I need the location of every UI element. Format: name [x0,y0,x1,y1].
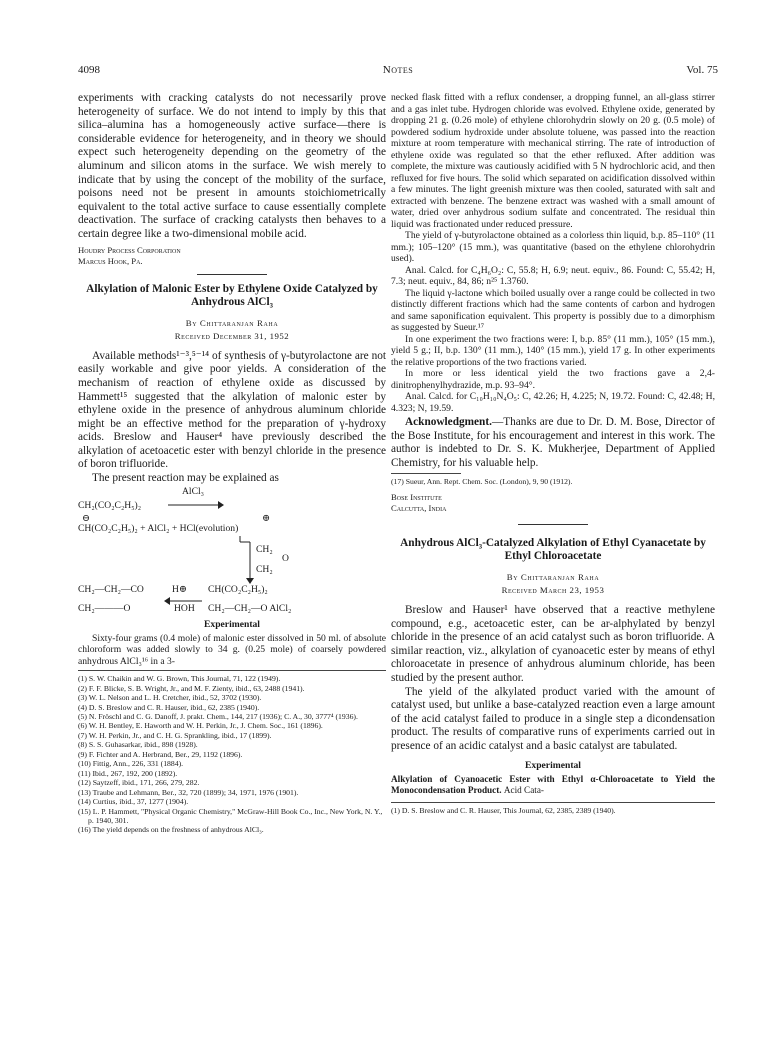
experimental-text-start: Acid Cata- [503,784,544,795]
product-left-top: CH₂—CH₂—CO [78,583,144,595]
left-column [78,92,386,835]
footnote-17 [391,477,715,486]
footnote: (7) W. H. Perkin, Jr., and C. H. G. Sprankling, ibid., 17 (1899). [78,730,272,740]
footnote: (11) Ibid., 267, 192, 200 (1892). [78,768,178,778]
oxide-oxygen: O [282,552,289,564]
experimental-paragraph: Sixty-four grams (0.4 mole) of malonic ester dissolved in 50 ml. of absolute chloroform was added slowly to 34 g. (0.25 mole) of coarsely powdered anhydrous AlCl₃¹⁶ in a 3- [78,632,386,667]
scheme-reactant: CH₂(CO₂C₂H₅)₂ [78,499,142,511]
scheme-intro: The present reaction may be explained as [92,472,279,485]
running-header [78,64,718,78]
forward-arrow [168,500,224,510]
scheme-catalyst: AlCl₃ [182,485,205,497]
analysis-paragraph-2: Anal. Calcd. for C₁₀H₁₀N₄O₅: C, 42.26; H, 4.225; N, 19.72. Found: C, 42.48; H, 4.323; N, 19.59. [391,391,715,414]
footnote: (13) Traube and Lehmann, Ber., 32, 720 (1899); 34, 1971, 1976 (1901). [78,787,299,797]
scheme-plus-sign: ⊕ [262,512,271,524]
hydrazide-paragraph: In more or less identical yield the two fractions gave a 2,4-dinitrophenylhydrazide, m.p. 93–94°. [391,368,715,391]
footnote-rule [391,473,461,474]
footnote: (15) L. P. Hammett, "Physical Organic Chemistry," McGraw-Hill Book Co., Inc., New York, N. Y., p. 1940, 301. [78,806,383,825]
footnote: (14) Curtius, ibid., 37, 1277 (1904). [78,797,189,807]
section-divider [518,524,588,525]
article-title: Alkylation of Malonic Ester by Ethylene Oxide Catalyzed by Anhydrous AlCl₃ [86,282,378,309]
footnote: (6) W. H. Bentley, E. Haworth and W. H. Perkin, Jr., J. Chem. Soc., 161 (1896). [78,721,323,731]
footnote: (1) D. S. Breslow and C. R. Hauser, This Journal, 62, 2385, 2389 (1940). [391,806,616,816]
footnotes [78,674,386,835]
footnote: (8) S. S. Guhasarkar, ibid., 898 (1928). [78,740,198,750]
analysis-paragraph-1: Anal. Calcd. for C₄H₆O₂: C, 55.8; H, 6.9; neut. equiv., 86. Found: C, 55.42; H, 7.3; neut. equiv., 84, 86; n²⁵ 1.3760. [391,264,715,287]
experimental-continued: necked flask fitted with a reflux condenser, a dropping funnel, an all-glass stirrer and a gas inlet tube. Hydrogen chloride was evolved. Ethylene oxide, generated by dropping 21 g. (0.26 mole) of ethylene chlorohydrin slowly on 20 g. (0.5 mole) of powdered sodium hydroxide under absolute toluene, was passed into the reaction mixture at room temperature with mechanical stirring. The rate of introduction of ethylene oxide was regulated so that the ether refluxed. After addition was complete, the mixture was cautiously acidified with 5 N hydrochloric acid, and then refluxed for five hours. The solid which separated on acidification dissolved within a few minutes. The light greenish mixture was then cooled, saturated with salt and extracted with benzene. The benzene extract was washed with a small amount of water, dried over anhydrous sodium sulfate and concentrated. The residual thin liquid was fractionated under reduced pressure. [391,92,715,230]
footnote: (9) F. Fichter and A. Herbrand, Ber., 29, 1192 (1896). [78,749,243,759]
affiliation-line-1: Houdry Process Corporation [78,244,181,255]
continued-paragraph: experiments with cracking catalysts do not necessarily prove heterogeneity of surface. We do not intend to imply by this that silica–alumina has a homogeneously active surface—there is considerable evidence for heterogeneity, and in theory we should expect such heterogeneity depending on the geometry of the aluminum and silicon atoms in the surface. We wish merely to indicate that by using the concept of the mobility of the surface, poisons need not be present in amounts stoichiometrically equivalent to the total active surface to cause essentially complete deactivation. The surface of cracking catalysts then behaves to a certain degree like a two-dimensional mobile acid. [78,92,386,240]
acknowledgment-heading: Acknowledgment. [405,416,492,428]
footnote: (16) The yield depends on the freshness of anhydrous AlCl₃. [78,825,264,835]
product-right-bottom: CH₂—CH₂—O AlCl₂ [208,602,292,614]
footnote-1 [391,806,715,815]
experimental-heading: Experimental [204,618,260,630]
author-byline: By Chittaranjan Raha [506,572,600,583]
footnote: (4) D. S. Breslow and C. R. Hauser, ibid., 62, 2385 (1940). [78,702,260,712]
footnote: (17) Sueur, Ann. Rept. Chem. Soc. (London), 9, 90 (1912). [391,477,573,487]
scheme-h-plus: H⊕ [172,583,187,595]
affiliation-line-2: Calcutta, India [391,502,447,513]
footnote: (10) Fittig, Ann., 226, 331 (1884). [78,759,184,769]
oxide-ch2-top: CH₂ [256,543,273,555]
page-number: 4098 [78,64,100,76]
oxide-ch2-bottom: CH₂ [256,563,273,575]
experimental-heading: Experimental [525,759,581,771]
intro-paragraph: Available methods¹⁻³,⁵⁻¹⁴ of synthesis of γ-butyrolactone are not easily workable and give poor yields. A consideration of the mechanism of reaction of ethylene oxide as discussed by Hammett¹⁵ suggested that the alkylation of malonic ester by ethylene oxide in the presence of anhydrous aluminum chloride might be an effective method for the preparation of γ-hydroxy acids. Breslow and Hauser⁴ have previously described the alkylation of acetoacetic ester with benzyl chloride in the presence of boron trifluoride. [78,349,386,471]
footnote: (2) F. F. Blicke, S. B. Wright, Jr., and M. F. Zienty, ibid., 63, 2488 (1941). [78,683,305,693]
received-date: Received March 23, 1953 [501,585,605,596]
section-divider [197,274,267,275]
experimental-title-text: Alkylation of Cyanoacetic Ester with Ethyl α-Chloroacetate to Yield the Monocondensation Product. [391,773,715,795]
reaction-scheme [78,486,386,617]
intro-paragraph: Breslow and Hauser¹ have observed that a reactive methylene compound, e.g., acetoacetic ester, can be ar-alphylated by benzyl chloride in the presence of an acid catalyst such as boron trifluoride. A similar reaction, viz., alkylation of cyanoacetic ester by means of ethyl chloroacetate in presence of anhydrous aluminum chloride, has been studied by the present author. [391,604,715,684]
footnote: (5) N. Fröschl and C. G. Danoff, J. prakt. Chem., 144, 217 (1936); C. A., 30, 3777⁴ (1936). [78,711,358,721]
affiliation-line-1: Bose Institute [391,491,442,502]
product-right-top: CH(CO₂C₂H₅)₂ [208,583,268,595]
section-title: Notes [382,64,414,76]
lactone-paragraph: The liquid γ-lactone which boiled usually over a range could be collected in two distinctly different fractions which had the same contents of carbon and hydrogen and same saponification equivalent. This property is possibly due to a dimorphism as suggested by Sueur.¹⁷ [391,287,715,333]
acknowledgment-text: —Thanks are due to Dr. D. M. Bose, Director of the Bose Institute, for his encouragement and interest in this work. The author is indebted to Dr. S. K. Mukherjee, Department of Applied Chemistry, for his valuable help. [391,416,715,469]
footnote: (12) Saytzeff, ibid., 171, 266, 279, 282. [78,778,200,788]
footnote-rule [78,670,386,671]
article-title: Anhydrous AlCl₃-Catalyzed Alkylation of Ethyl Cyanacetate by Ethyl Chloroacetate [400,536,706,563]
author-byline: By Chittaranjan Raha [185,317,279,328]
experimental-title [391,774,715,797]
product-left-bottom: CH₂———O [78,602,131,614]
scheme-hoh: HOH [174,602,195,614]
right-column [391,92,715,816]
affiliation-line-2: Marcus Hook, Pa. [78,255,143,266]
results-paragraph: The yield of the alkylated product varied with the amount of catalyst used, but unlike a base-catalyzed reaction even a large amount of the acid catalyst failed to produce in a single step a dicondensation product. The results of comparative runs of experiments carried out in presence of an acidic catalyst and a basic catalyst are tabulated. [391,685,715,752]
received-date: Received December 31, 1952 [174,330,290,341]
scheme-minus-sign: ⊖ [82,512,91,524]
footnote-rule [391,802,715,803]
volume-label: Vol. 75 [686,64,718,76]
scheme-line-2: CH(CO₂C₂H₅)₂ + AlCl₂ + HCl(evolution) [78,522,239,534]
footnote: (1) S. W. Chaikin and W. G. Brown, This Journal, 71, 122 (1949). [78,674,281,684]
footnote: (3) W. L. Nelson and L. H. Cretcher, ibid., 52, 3702 (1930). [78,693,262,703]
acknowledgment [391,416,715,470]
fractions-paragraph: In one experiment the two fractions were: I, b.p. 85° (11 mm.), 105° (15 mm.), yield 5 g.; II, b.p. 130° (11 mm.), 140° (15 mm.), yield 17 g. In other experiments the relative proportions of the two fractions varied. [391,333,715,368]
yield-paragraph: The yield of γ-butyrolactone obtained as a colorless thin liquid, b.p. 85–110° (11 mm.); 105–120° (15 mm.), was quantitative (based on the ethylene chlorohydrin used). [391,230,715,264]
